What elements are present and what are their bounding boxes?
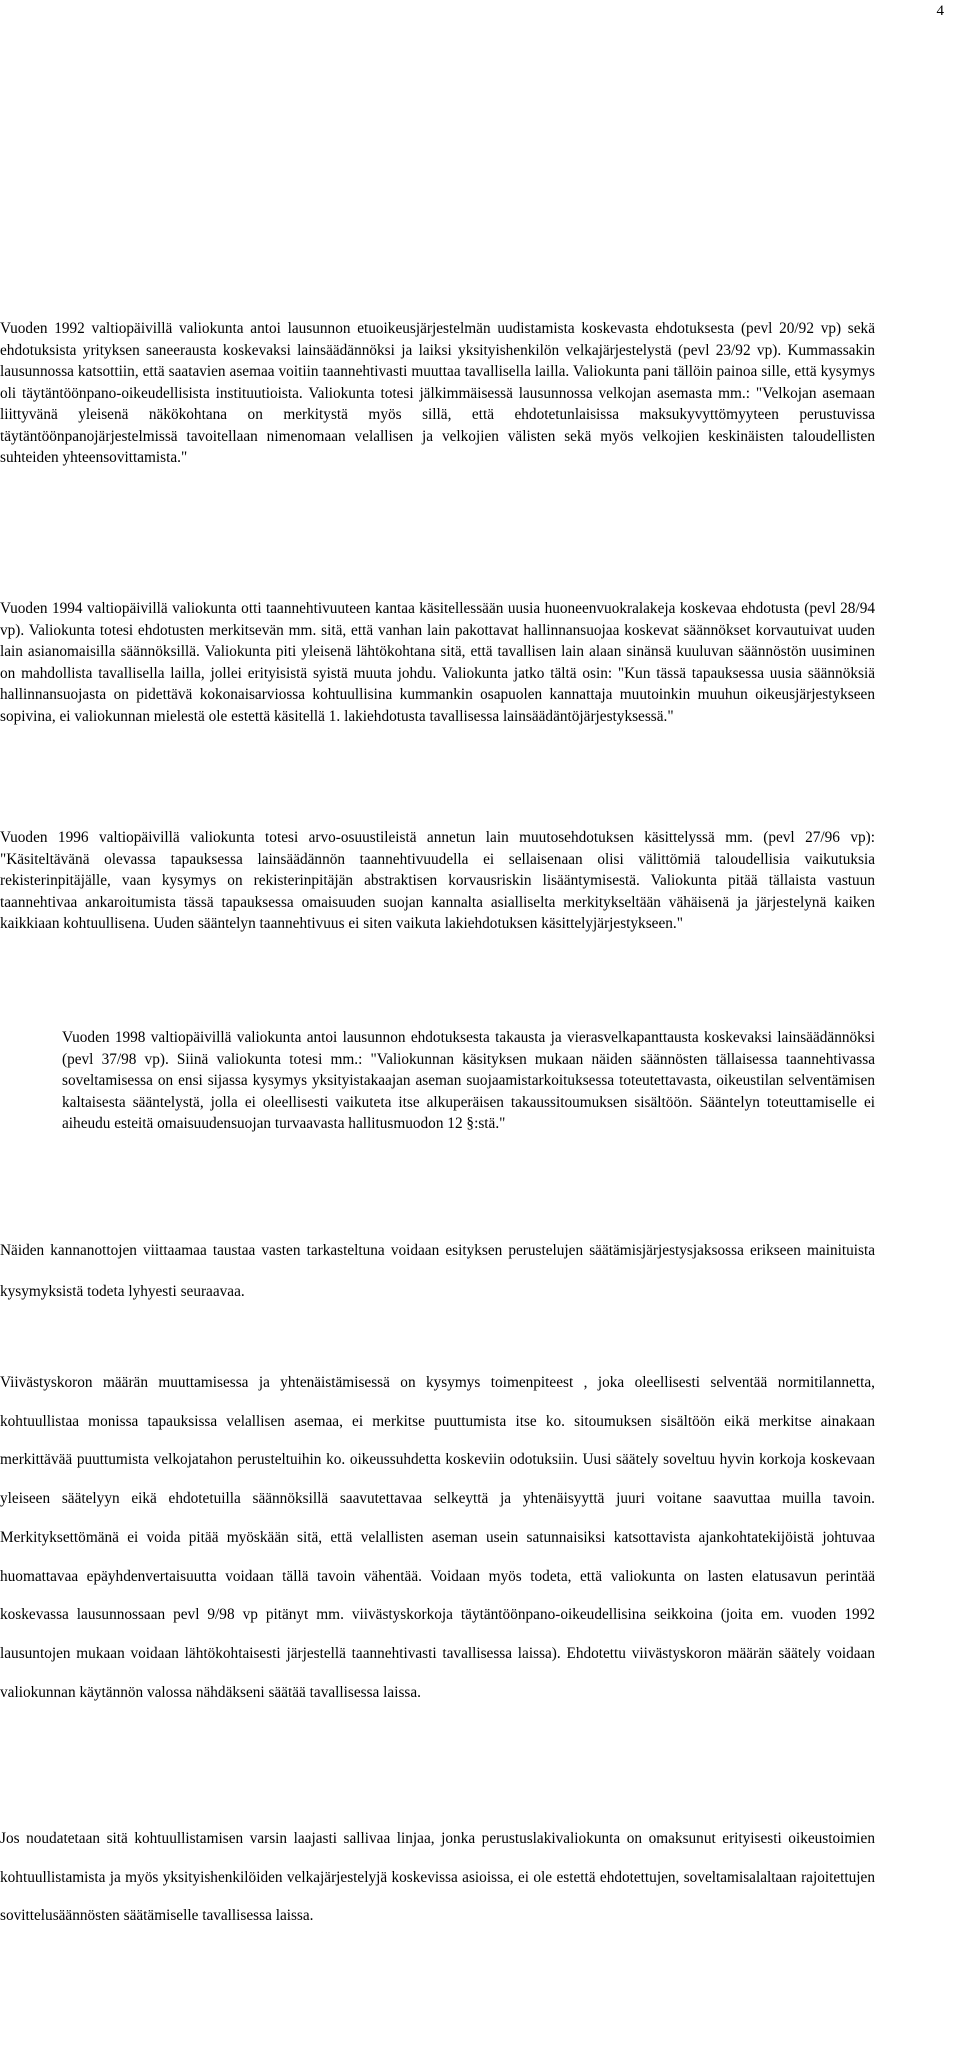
page-number: 4	[936, 3, 944, 19]
paragraph-1998-statement-indented: Vuoden 1998 valtiopäivillä valiokunta antoi lausunnon ehdotuksesta takausta ja vierasvelkapanttausta koskevaksi lainsäädännöksi (pevl 37/98 vp). Siinä valiokunta totesi mm.: "Valiokunnan käsityksen mukaan näiden säännösten tällaisessa taannehtivassa soveltamisessa on ensi sijassa kysymys yksityistakaajan aseman suojaamistarkoituksessa toteutettavasta, oikeustilan selventämisen kaltaisesta sääntelystä, jolla ei oleellisesti vaikuteta itse alkuperäisen takaussitoumuksen sisältöön. Sääntelyn toteuttamiselle ei aiheudu esteitä omaisuudensuojan turvaavasta hallitusmuodon 12 §:stä."	[62, 1029, 875, 1132]
paragraph-adjustment-provisions: Jos noudatetaan sitä kohtuullistamisen varsin laajasti sallivaa linjaa, jonka perustuslakivaliokunta on omaksunut erityisesti oikeustoimien kohtuullistamista ja myös yksityishenkilöiden velkajärjestelyjä koskevissa asioissa, ei ole estettä ehdotettujen, soveltamisalaltaan rajoitettujen sovittelusäännösten säätämiselle tavallisessa laissa.	[0, 1830, 875, 1924]
paragraph-1996-statement: Vuoden 1996 valtiopäivillä valiokunta totesi arvo-osuustileistä annetun lain muutosehdotuksen käsittelyssä mm. (pevl 27/96 vp): "Käsiteltävänä olevassa tapauksessa lainsäädännön taannehtivuudella ei sellaisenaan olisi välittömiä taloudellisia vaikutuksia rekisterinpitäjälle, vaan kysymys on rekisterinpitäjän abstraktisen korvausriskin lisääntymisestä. Valiokunta pitää tällaista vastuun taannehtivaa ankaroitumista tässä tapauksessa omaisuuden suojan kannalta asialliselta merkitykseltään vähäisenä ja järjestelynä kaiken kaikkiaan kohtuullisena. Uuden sääntelyn taannehtivuus ei siten vaikuta lakiehdotuksen käsittelyjärjestykseen."	[0, 829, 875, 932]
paragraph-default-interest: Viivästyskoron määrän muuttamisessa ja yhtenäistämisessä on kysymys toimenpiteest , joka oleellisesti selventää normitilannetta, kohtuullistaa monissa tapauksissa velallisen asemaa, ei merkitse puuttumista itse ko. sitoumuksen sisältöön eikä merkitse ainakaan merkittävää puuttumista velkojatahon perusteltuihin ko. oikeussuhdetta koskeviin odotuksiin. Uusi säätely soveltuu hyvin korkoja koskevaan yleiseen säätelyyn eikä ehdotetuilla säännöksillä saavutettavaa selkeyttä ja yhtenäisyyttä juuri voitane saavuttaa muilla tavoin. Merkityksettömänä ei voida pitää myöskään sitä, että velallisten aseman usein satunnaisiksi katsottavista ajankohtatekijöistä johtuvaa huomattavaa epäyhdenvertaisuutta voidaan tällä tavoin vähentää. Voidaan myös todeta, että valiokunta on lasten elatusavun perintää koskevassa lausunnossaan pevl 9/98 vp pitänyt mm. viivästyskorkoja täytäntöönpano-oikeudellisina seikkoina (joita em. vuoden 1992 lausuntojen mukaan voidaan lähtökohtaisesti järjestellä taannehtivasti tavallisessa laissa). Ehdotettu viivästyskoron määrän säätely voidaan valiokunnan käytännön valossa nähdäkseni säätää tavallisessa laissa.	[0, 1374, 875, 1701]
paragraph-1994-statement: Vuoden 1994 valtiopäivillä valiokunta otti taannehtivuuteen kantaa käsitellessään uusia huoneenvuokralakeja koskevaa ehdotusta (pevl 28/94 vp). Valiokunta totesi ehdotusten merkitsevän mm. sitä, että vanhan lain pakottavat hallinnansuojaa koskevat säännökset korvautuivat uuden lain asianomaisilla säännöksillä. Valiokunta piti yleisenä lähtökohtana sitä, että tavallisen lain alaan sinänsä kuuluvan säännöstön uusiminen on mahdollista tavallisella lailla, jollei erityisistä syistä muuta johdu. Valiokunta jatko tältä osin: "Kun tässä tapauksessa uusia säännöksiä hallinnansuojasta on pidettävä kokonaisarviossa kohtuullisina kummankin osapuolen kannattaja muutoinkin muuhun oikeusjärjestykseen sopivina, ei valiokunnan mielestä ole estettä käsitellä 1. lakiehdotusta tavallisessa lainsäädäntöjärjestyksessä."	[0, 600, 875, 725]
paragraph-summary-intro: Näiden kannanottojen viittaamaa taustaa vasten tarkasteltuna voidaan esityksen perustelujen säätämisjärjestysjaksossa erikseen mainituista kysymyksistä todeta lyhyesti seuraavaa.	[0, 1242, 875, 1300]
paragraph-1992-statements: Vuoden 1992 valtiopäivillä valiokunta antoi lausunnon etuoikeusjärjestelmän uudistamista koskevasta ehdotuksesta (pevl 20/92 vp) sekä ehdotuksista yrityksen saneerausta koskevaksi lainsäädännöksi ja laiksi yksityishenkilön velkajärjestelystä (pevl 23/92 vp). Kummassakin lausunnossa katsottiin, että saatavien asemaa voitiin taannehtivasti muuttaa tavallisella lailla. Valiokunta pani tällöin painoa sille, että kysymys oli täytäntöönpano-oikeudellisista instituutioista. Valiokunta totesi jälkimmäisessä lausunnossa velkojan asemasta mm.: "Velkojan asemaan liittyvänä yleisenä näkökohtana on merkitystä myös sillä, että ehdotetunlaisissa maksukyvyttömyyteen perustuvissa täytäntöönpanojärjestelmissä tavoitellaan nimenomaan velallisen ja velkojien välisten sekä myös velkojien keskinäisten taloudellisten suhteiden yhteensovittamista."	[0, 320, 875, 466]
